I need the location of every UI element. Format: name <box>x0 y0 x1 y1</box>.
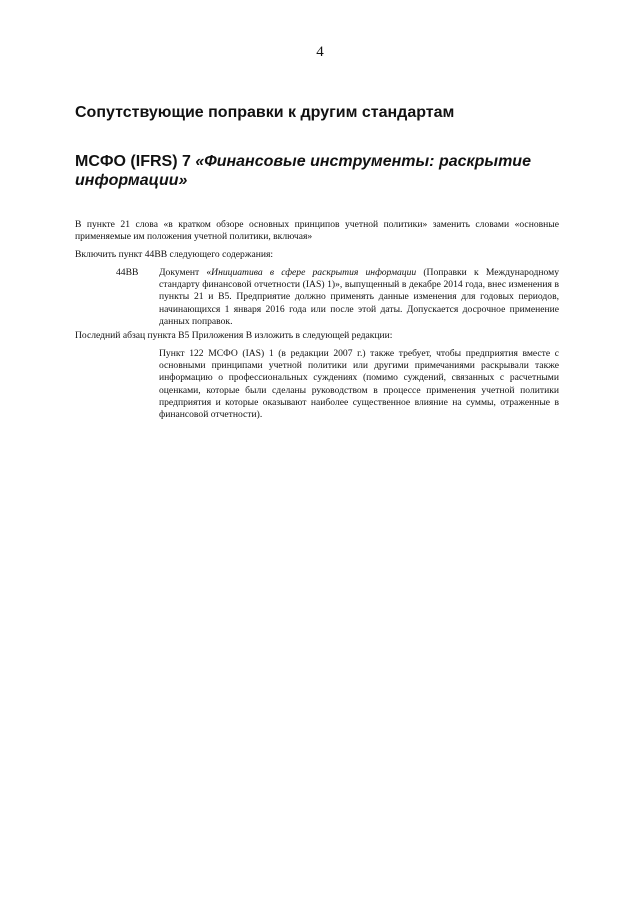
standard-prefix: МСФО (IFRS) 7 <box>75 153 196 170</box>
item-44bb-text-before: Документ « <box>159 267 212 278</box>
item-44bb-number: 44ВВ <box>116 267 139 278</box>
page-number: 4 <box>316 44 324 60</box>
quoted-paragraph-b5: Пункт 122 МСФО (IAS) 1 (в редакции 2007 г.) также требует, чтобы предприятия вместе с основными принципами учетной политики или другими примечаниями раскрывали также информацию о профессиональных суждениях (помимо суждений, связанных с расчетными оценками, которые были сделаны руководством в процессе применения учетной политики предприятия и которые оказывают наиболее существенное влияние на суммы, отраженные в финансовой отчетности). <box>159 348 559 421</box>
item-44bb-text-italic: Инициатива в сфере раскрытия информации <box>211 267 417 278</box>
item-44bb-text-after: (Поправки к Международному стандарту финансовой отчетности (IAS) 1)», выпущенный в декабре 2014 года, внес изменения в пункты 21 и В5. Предприятие должно применять данные изменения для годовых периодов, начинающихся 1 января 2016 года или после этой даты. Допускается досрочное применение данных поправок. <box>159 267 559 327</box>
item-44bb-text <box>159 267 559 328</box>
standard-name: «Финансовые инструменты: раскрытие информации» <box>75 153 531 189</box>
section-title: Сопутствующие поправки к другим стандартам <box>75 104 455 121</box>
paragraph-amend-b5: Последний абзац пункта В5 Приложения В изложить в следующей редакции: <box>75 330 393 341</box>
standard-title <box>75 152 575 190</box>
paragraph-include-44bb: Включить пункт 44ВВ следующего содержания: <box>75 249 274 260</box>
paragraph-amend-21: В пункте 21 слова «в кратком обзоре основных принципов учетной политики» заменить словами «основные применяемые им положения учетной политики, включая» <box>75 219 559 243</box>
